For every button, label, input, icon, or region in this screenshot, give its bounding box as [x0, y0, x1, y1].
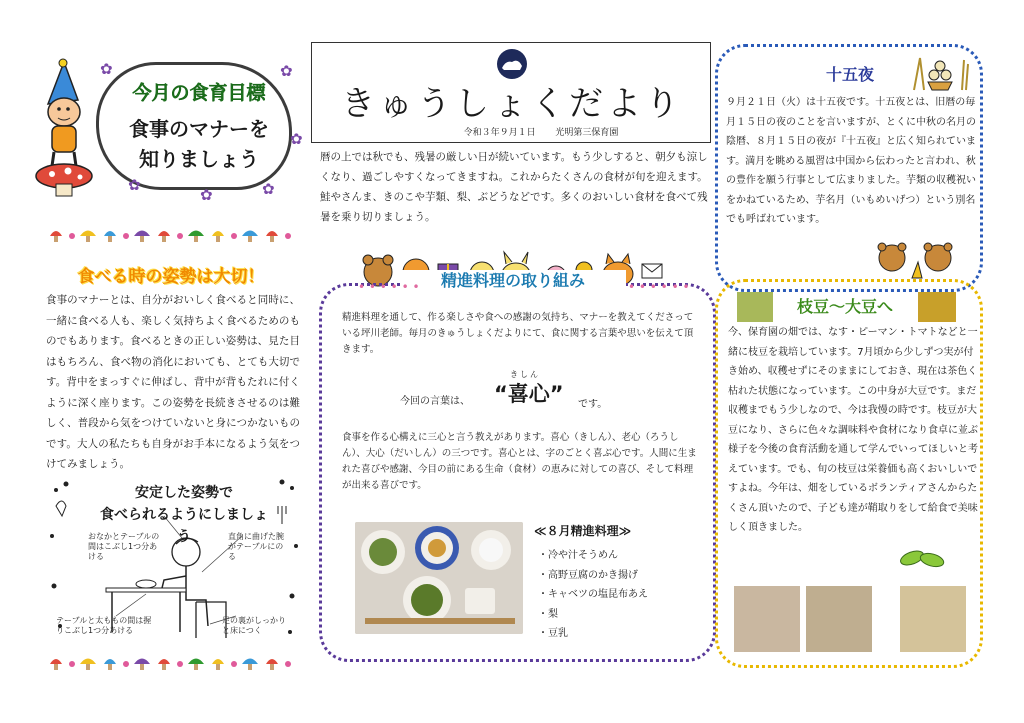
juugoya-title: 十五夜 — [825, 65, 874, 84]
menu-item: ・豆乳 — [538, 628, 568, 639]
juugoya-text: ９月２１日（火）は十五夜です。十五夜とは、旧暦の毎月１５日の夜のことを言いますが、とくに中秋の名月の陰暦、８月１５日の夜が『十五夜』と広く知られています。満月を眺める風習は中国から伝わったと言われ、秋の豊作を願う行事として広まりました。芋類の収穫祝いをかねているため、芋名月（いもめいげつ）という別名でも呼ばれています。 — [726, 97, 976, 225]
mushroom-border-decoration — [46, 652, 296, 672]
tanuki-moon-viewing-icon — [868, 232, 966, 282]
menu-item: ・キャベツの塩昆布あえ — [538, 589, 648, 600]
goal-heading: 今月の食育目標 — [132, 82, 266, 104]
edamame-pod-icon — [898, 544, 948, 574]
flower-icon: ✿ — [262, 180, 275, 198]
note-thigh-distance: テーブルと太ももの間は握りこぶし1つ分あける — [56, 616, 152, 635]
dried-soybean-photo — [918, 292, 956, 322]
note-elbow: 直角に曲げた腕がテーブルにのる — [228, 532, 284, 561]
goal-body-line: 知りましょう — [139, 147, 259, 171]
edamame-text: 今、保育園の畑では、なす・ピーマン・トマトなどと一緒に枝豆を栽培しています。7月頃から少しずつ実が付き始め、収穫せずにそのままにしておき、現在は茶色く枯れた状態になっています。この中身が大豆です。まだ収穫までもう少しなので、今は我慢の時です。枝豆が大豆になり、さらに色々な調味料や食材になり食卓に並ぶ様子を今後の食育活動を通して学んでいってほしいと考えています。でも、旬の枝豆は栄養価も高くおいしいですよね。今年は、畑をしているボランティアさんからたくさん頂いたので、子ども達が鞘取りをして給食で美味しく頂きました。 — [728, 327, 978, 533]
goal-body-line: 食事のマナーを — [129, 117, 269, 141]
flower-icon: ✿ — [200, 186, 213, 204]
menu-item: ・梨 — [538, 608, 558, 620]
moon-dango-icon — [910, 56, 972, 92]
flower-icon: ✿ — [128, 176, 141, 194]
posture-title: 食べる時の姿勢は大切！ — [77, 267, 265, 287]
issue-date: 令和３年９月１日 — [463, 128, 536, 138]
school-name: 光明第三保育園 — [555, 128, 619, 138]
child-photo — [900, 586, 966, 652]
posture-heading-line: 安定した姿勢で — [135, 485, 233, 501]
posture-text: 食事のマナーとは、自分がおいしく食べると同時に、一緒に食べる人も、楽しく気持ちよく食べるためのものでもあります。食べるときの正しい姿勢は、見た目はもちろん、食べ物の消化においても、とても大切です。背中をまっすぐに伸ばし、背中が背もたれに付くように深く座ります。この姿勢を長続きさせるのは難しく、普段から気をつけていないと身につかないものです。大人の私たちも自身がお手本になるよう気をつけてみましょう。 — [46, 294, 300, 470]
shojin-intro: 精進料理を通して、作る楽しさや食への感謝の気持ち、マナーを教えてくださっている坪川老師。毎月のきゅうしょくだよりにて、食に関する言葉や思いを伝えて頂きます。 — [342, 312, 694, 355]
child-photo — [806, 586, 872, 652]
word-ruby: きしん — [510, 370, 540, 379]
posture-heading-line: 食べられるようにしましょう — [100, 507, 268, 545]
note-table-distance: おなかとテーブルの間はこぶし1つ分あける — [88, 532, 160, 561]
shojin-body: 食事を作る心構えに三心と言う教えがあります。喜心（きしん）、老心（ろうしん）、大心（だいしん）の三つです。喜心とは、字のごとく喜ぶ心です。人間に生まれた喜びや感謝、今目の前にある生命（食材）の恵みに対しての喜び、そして料理が出来る喜びです。 — [342, 432, 697, 491]
flower-icon: ✿ — [100, 60, 113, 78]
shojin-meal-photo — [355, 522, 523, 634]
newsletter-title: きゅうしょくだより — [341, 84, 683, 124]
menu-list — [538, 546, 698, 644]
word-of-month: “喜心” — [494, 382, 564, 406]
word-label: 今回の言葉は、 — [400, 396, 470, 407]
intro-text: 暦の上では秋でも、残暑の厳しい日が続いています。もう少しすると、朝夕も涼しくなり、過ごしやすくなってきますね。これからたくさんの食材が旬を迎えます。鮭やさんま、きのこや芋類、梨、ぶどうなどです。多くのおいしい食材を食べて残暑を乗り切りましょう。 — [320, 151, 708, 223]
child-photo — [734, 586, 800, 652]
menu-item: ・冷や汁そうめん — [538, 550, 618, 561]
gnome-on-mushroom-illustration — [34, 58, 104, 198]
edamame-title: 枝豆～大豆へ — [796, 297, 893, 316]
dotted-flourish: • • • • • • — [628, 280, 690, 294]
flower-icon: ✿ — [280, 62, 293, 80]
menu-item: ・高野豆腐のかき揚げ — [538, 569, 638, 581]
edamame-plant-photo — [737, 292, 773, 322]
note-feet: 足の裏がしっかりと床につく — [222, 616, 286, 635]
newsletter-meta — [411, 125, 671, 138]
word-suffix: です。 — [578, 399, 608, 410]
dotted-flourish: • • • • • • — [358, 280, 420, 294]
flower-icon: ✿ — [290, 130, 303, 148]
mushroom-border-decoration — [46, 224, 296, 244]
goal-body — [112, 114, 286, 174]
menu-title: ≪８月精進料理≫ — [534, 524, 632, 538]
shojin-title: 精進料理の取り組み — [440, 271, 585, 290]
